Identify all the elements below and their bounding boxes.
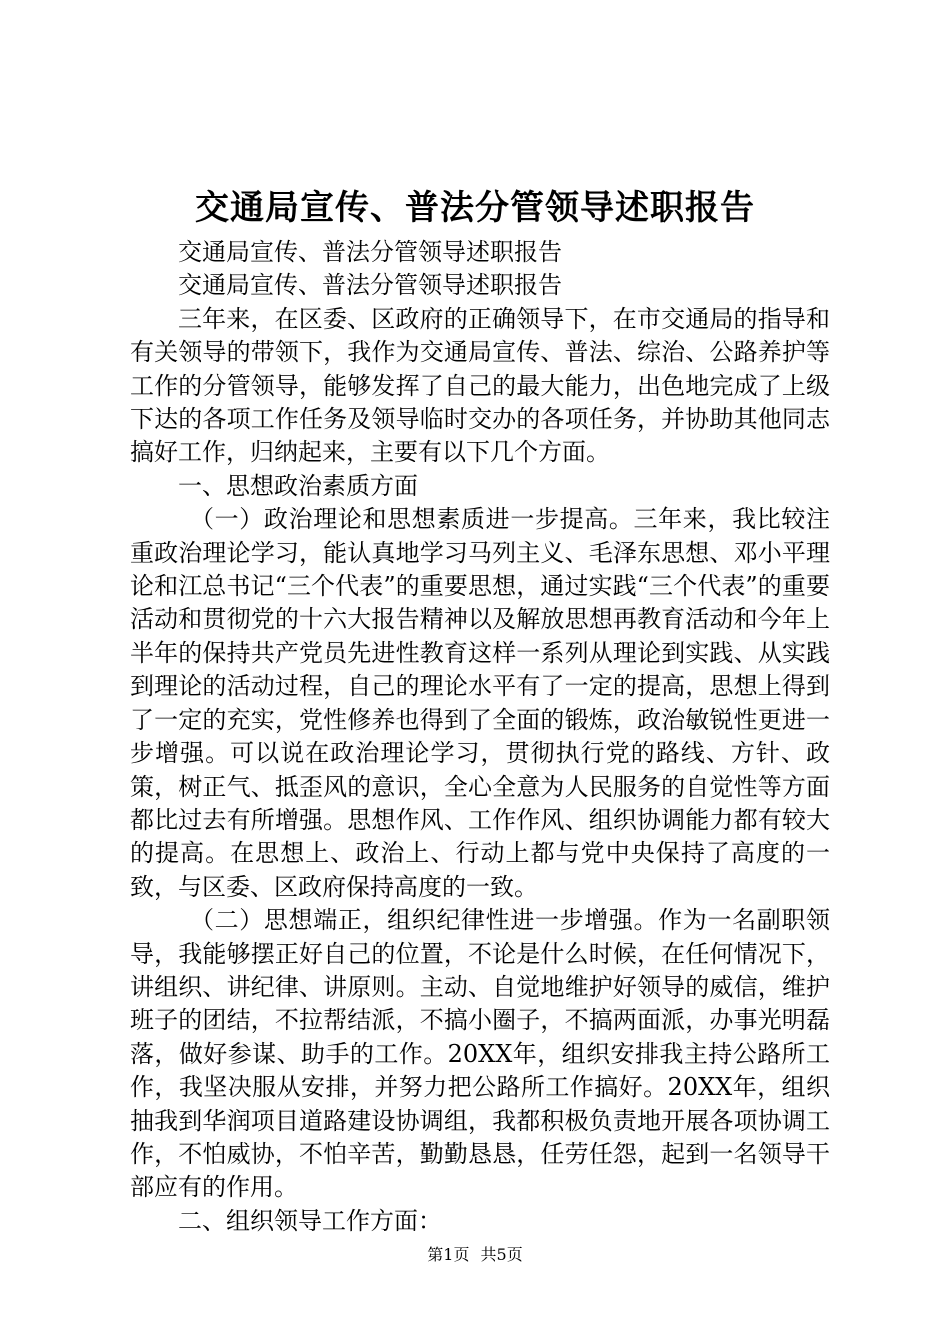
page-total: 共5页 bbox=[480, 1245, 523, 1264]
paragraph-intro: 三年来，在区委、区政府的正确领导下，在市交通局的指导和有关领导的带领下，我作为交通局宣传、普法、综治、公路养护等工作的分管领导，能够发挥了自己的最大能力，出色地完成了上级下达的各项工作任务及领导临时交办的各项任务，并协助其他同志搞好工作，归纳起来，主要有以下几个方面。 bbox=[130, 304, 830, 467]
page-number: 第1页 bbox=[427, 1245, 470, 1264]
paragraph-section-1-1: （一）政治理论和思想素质进一步提高。三年来，我比较注重政治理论学习，能认真地学习马列主义、毛泽东思想、邓小平理论和江总书记“三个代表”的重要思想，通过实践“三个代表”的重要活动和贯彻党的十六大报告精神以及解放思想再教育活动和今年上半年的保持共产党员先进性教育这样一系列从理论到实践、从实践到理论的活动过程，自己的理论水平有了一定的提高，思想上得到了一定的充实，党性修养也得到了全面的锻炼，政治敏锐性更进一步增强。可以说在政治理论学习，贯彻执行党的路线、方针、政策，树正气、抵歪风的意识，全心全意为人民服务的自觉性等方面都比过去有所增强。思想作风、工作作风、组织协调能力都有较大的提高。在思想上、政治上、行动上都与党中央保持了高度的一致，与区委、区政府保持高度的一致。 bbox=[130, 505, 830, 901]
document-title: 交通局宣传、普法分管领导述职报告 bbox=[195, 188, 755, 228]
document-body bbox=[130, 236, 830, 1238]
section-heading-1: 一、思想政治素质方面 bbox=[178, 471, 418, 500]
paragraph-subtitle-2: 交通局宣传、普法分管领导述职报告 bbox=[178, 271, 562, 300]
paragraph-section-1-2: （二）思想端正，组织纪律性进一步增强。作为一名副职领导，我能够摆正好自己的位置，不论是什么时候，在任何情况下，讲组织、讲纪律、讲原则。主动、自觉地维护好领导的威信，维护班子的团结，不拉帮结派，不搞小圈子，不搞两面派，办事光明磊落，做好参谋、助手的工作。20XX年，组织安排我主持公路所工作，我坚决服从安排，并努力把公路所工作搞好。20XX年，组织抽我到华润项目道路建设协调组，我都积极负责地开展各项协调工作，不怕威协，不怕辛苦，勤勤恳恳，任劳任怨，起到一名领导干部应有的作用。 bbox=[130, 906, 830, 1202]
paragraph-subtitle-1: 交通局宣传、普法分管领导述职报告 bbox=[178, 238, 562, 266]
section-heading-2: 二、组织领导工作方面： bbox=[178, 1206, 442, 1235]
page-footer bbox=[0, 1244, 950, 1266]
